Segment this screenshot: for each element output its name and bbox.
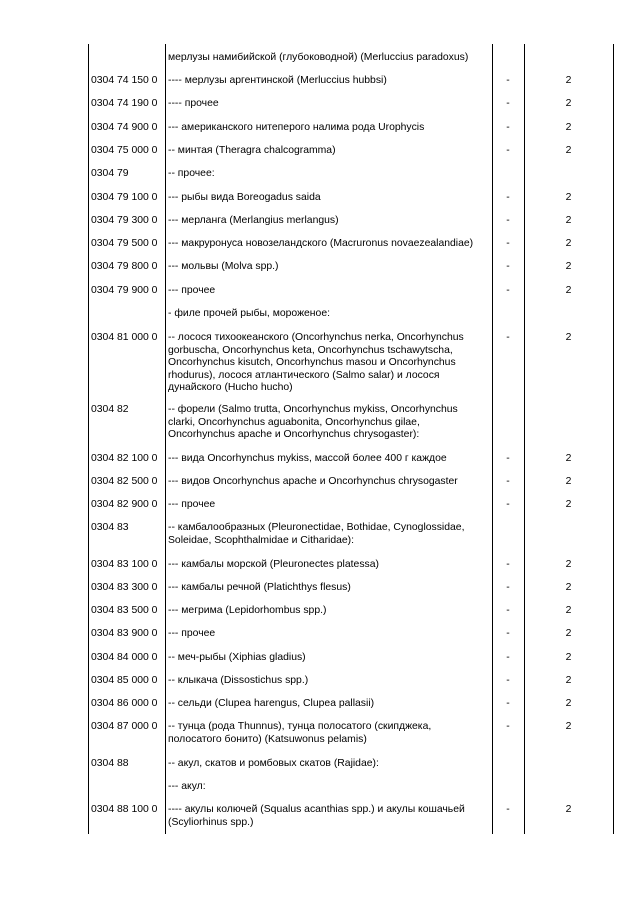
row-unit: - [506, 804, 510, 815]
row-rate: 2 [565, 628, 572, 639]
row-unit: - [506, 559, 510, 570]
row-rate: 2 [565, 285, 572, 296]
row-description: ---- мерлузы аргентинской (Merluccius hubbsi) [168, 75, 387, 86]
row-code: 0304 79 900 0 [91, 285, 158, 296]
row-rate: 2 [565, 559, 572, 570]
row-code: 0304 82 100 0 [91, 453, 158, 464]
row-unit: - [506, 192, 510, 203]
row-rate: 2 [565, 332, 572, 343]
row-rate: 2 [565, 499, 572, 510]
row-description: ---- прочее [168, 98, 219, 109]
row-description: ---- акулы колючей (Squalus acanthias spp.) и акулы кошачьей (Scyliorhinus spp.) [168, 804, 465, 828]
row-unit: - [506, 721, 510, 732]
row-unit: - [506, 453, 510, 464]
column-divider [165, 44, 166, 834]
row-rate: 2 [565, 605, 572, 616]
column-divider [88, 44, 89, 834]
row-description: -- форели (Salmo trutta, Oncorhynchus mykiss, Oncorhynchus clarki, Oncorhynchus aguabonita, Oncorhynchus gilae, Oncorhynchus apache и Oncorhynchus chrysogaster): [168, 404, 458, 440]
row-rate: 2 [565, 804, 572, 815]
row-description: --- американского нитеперого налима рода Urophycis [168, 122, 425, 133]
row-description: --- макруронуса новозеландского (Macruronus novaezealandiae) [168, 238, 474, 249]
row-code: 0304 79 [91, 168, 129, 179]
row-rate: 2 [565, 122, 572, 133]
row-code: 0304 83 500 0 [91, 605, 158, 616]
row-description: -- минтая (Theragra chalcogramma) [168, 145, 336, 156]
row-code: 0304 88 [91, 758, 129, 769]
row-description: -- лосося тихоокеанского (Oncorhynchus nerka, Oncorhynchus gorbuscha, Oncorhynchus keta, Oncorhynchus tschawytscha, Oncorhynchus kisutch, Oncorhynchus masou и Oncorhynchus rhodurus), лосося атлантического (Salmo salar) и лосося дунайского (Hucho hucho) [168, 332, 464, 393]
row-rate: 2 [565, 698, 572, 709]
column-divider [524, 44, 525, 834]
row-unit: - [506, 332, 510, 343]
row-code: 0304 88 100 0 [91, 804, 158, 815]
row-unit: - [506, 75, 510, 86]
row-description: --- вида Oncorhynchus mykiss, массой более 400 г каждое [168, 453, 447, 464]
row-rate: 2 [565, 261, 572, 272]
row-code: 0304 79 300 0 [91, 215, 158, 226]
row-description: -- клыкача (Dissostichus spp.) [168, 675, 309, 686]
row-rate: 2 [565, 215, 572, 226]
row-description: -- акул, скатов и ромбовых скатов (Rajidae): [168, 758, 379, 769]
row-code: 0304 74 900 0 [91, 122, 158, 133]
row-code: 0304 74 190 0 [91, 98, 158, 109]
row-code: 0304 83 [91, 522, 129, 533]
row-description: --- рыбы вида Boreogadus saida [168, 192, 321, 203]
row-unit: - [506, 215, 510, 226]
row-description: мерлузы намибийской (глубоководной) (Merluccius paradoxus) [168, 52, 469, 63]
row-description: --- камбалы морской (Pleuronectes platessa) [168, 559, 379, 570]
row-description: -- прочее: [168, 168, 215, 179]
row-rate: 2 [565, 675, 572, 686]
row-code: 0304 82 [91, 404, 129, 415]
column-divider [613, 44, 614, 834]
row-unit: - [506, 675, 510, 686]
row-code: 0304 79 500 0 [91, 238, 158, 249]
row-description: --- прочее [168, 499, 216, 510]
row-rate: 2 [565, 582, 572, 593]
row-code: 0304 82 500 0 [91, 476, 158, 487]
row-description: --- прочее [168, 628, 216, 639]
row-description: --- прочее [168, 285, 216, 296]
row-description: -- меч-рыбы (Xiphias gladius) [168, 652, 306, 663]
row-description: - филе прочей рыбы, мороженое: [168, 308, 330, 319]
row-code: 0304 84 000 0 [91, 652, 158, 663]
row-rate: 2 [565, 145, 572, 156]
tariff-table [88, 44, 614, 834]
row-code: 0304 83 100 0 [91, 559, 158, 570]
row-code: 0304 83 300 0 [91, 582, 158, 593]
row-description: --- мегрима (Lepidorhombus spp.) [168, 605, 327, 616]
row-description: --- мерланга (Merlangius merlangus) [168, 215, 339, 226]
row-description: -- тунца (рода Thunnus), тунца полосатого (скипджека, полосатого бонито) (Katsuwonus pelamis) [168, 721, 432, 745]
row-code: 0304 86 000 0 [91, 698, 158, 709]
row-description: -- камбалообразных (Pleuronectidae, Bothidae, Cynoglossidae, Soleidae, Scophthalmidae и Citharidae): [168, 522, 465, 546]
row-description: --- камбалы речной (Platichthys flesus) [168, 582, 351, 593]
row-code: 0304 74 150 0 [91, 75, 158, 86]
row-unit: - [506, 605, 510, 616]
row-code: 0304 83 900 0 [91, 628, 158, 639]
row-code: 0304 85 000 0 [91, 675, 158, 686]
row-unit: - [506, 261, 510, 272]
row-rate: 2 [565, 75, 572, 86]
row-description: --- акул: [168, 781, 206, 792]
row-description: -- сельди (Clupea harengus, Clupea pallasii) [168, 698, 375, 709]
row-unit: - [506, 238, 510, 249]
row-rate: 2 [565, 652, 572, 663]
row-rate: 2 [565, 98, 572, 109]
row-rate: 2 [565, 476, 572, 487]
row-code: 0304 79 100 0 [91, 192, 158, 203]
row-description: --- видов Oncorhynchus apache и Oncorhynchus chrysogaster [168, 476, 458, 487]
row-rate: 2 [565, 453, 572, 464]
row-unit: - [506, 145, 510, 156]
row-code: 0304 82 900 0 [91, 499, 158, 510]
row-unit: - [506, 698, 510, 709]
row-unit: - [506, 122, 510, 133]
column-divider [492, 44, 493, 834]
row-unit: - [506, 499, 510, 510]
row-unit: - [506, 476, 510, 487]
row-unit: - [506, 652, 510, 663]
row-code: 0304 79 800 0 [91, 261, 158, 272]
row-description: --- мольвы (Molva spp.) [168, 261, 279, 272]
row-code: 0304 75 000 0 [91, 145, 158, 156]
row-rate: 2 [565, 721, 572, 732]
row-code: 0304 87 000 0 [91, 721, 158, 732]
row-rate: 2 [565, 192, 572, 203]
row-unit: - [506, 628, 510, 639]
row-rate: 2 [565, 238, 572, 249]
row-code: 0304 81 000 0 [91, 332, 158, 343]
row-unit: - [506, 285, 510, 296]
row-unit: - [506, 582, 510, 593]
row-unit: - [506, 98, 510, 109]
